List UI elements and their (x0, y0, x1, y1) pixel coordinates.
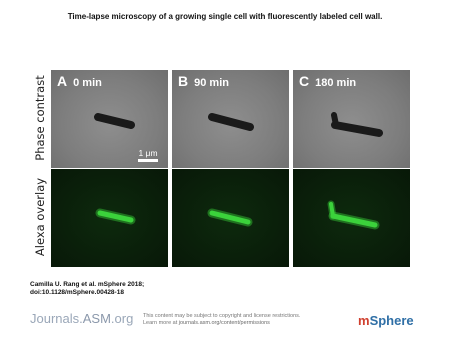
cell-a-fluor (51, 169, 168, 267)
journals-asm: ASM (82, 311, 111, 326)
citation-doi: doi:10.1128/mSphere.00428-18 (30, 289, 124, 296)
scale-bar (138, 148, 158, 162)
cell-b-phase (172, 70, 289, 168)
panel-c-letter: C (299, 73, 310, 89)
panel-b-phase (172, 70, 289, 168)
row-label-phase-contrast: Phase contrast (33, 75, 47, 161)
notice-line2-prefix: Learn more at (143, 320, 179, 326)
panel-a-letter: A (57, 73, 68, 89)
panel-b-letter: B (178, 73, 189, 89)
cell-b-fluor (172, 169, 289, 267)
scale-bar-label: 1 μm (138, 148, 158, 158)
cell-c-fluor (293, 169, 410, 267)
row-label-alexa-overlay: Alexa overlay (33, 177, 47, 257)
msphere-m: m (358, 313, 370, 328)
panel-c-phase (293, 70, 410, 168)
scale-bar-line (138, 159, 158, 162)
msphere-rest: Sphere (369, 313, 414, 328)
copyright-notice (143, 313, 300, 327)
panel-a-time: 0 min (73, 77, 102, 89)
citation (30, 281, 144, 297)
notice-line1: This content may be subject to copyright and license restrictions. (143, 313, 301, 319)
cell-c-phase (293, 70, 410, 168)
msphere-logo[interactable] (358, 313, 414, 328)
figure-title: Time-lapse microscopy of a growing single cell with fluorescently labeled cell wall. (67, 12, 383, 21)
panel-b-time: 90 min (194, 77, 229, 89)
permissions-link[interactable]: journals.asm.org/content/permissions (178, 320, 270, 326)
citation-authors: Camilla U. Rang et al. mSphere 2018; (30, 281, 145, 288)
journals-suffix: .org (110, 311, 134, 326)
journals-asm-logo[interactable] (30, 311, 133, 326)
panel-c-overlay (293, 169, 410, 267)
journals-prefix: Journals. (30, 311, 83, 326)
panel-b-overlay (172, 169, 289, 267)
panel-c-time: 180 min (315, 77, 357, 89)
panel-a-overlay (51, 169, 168, 267)
